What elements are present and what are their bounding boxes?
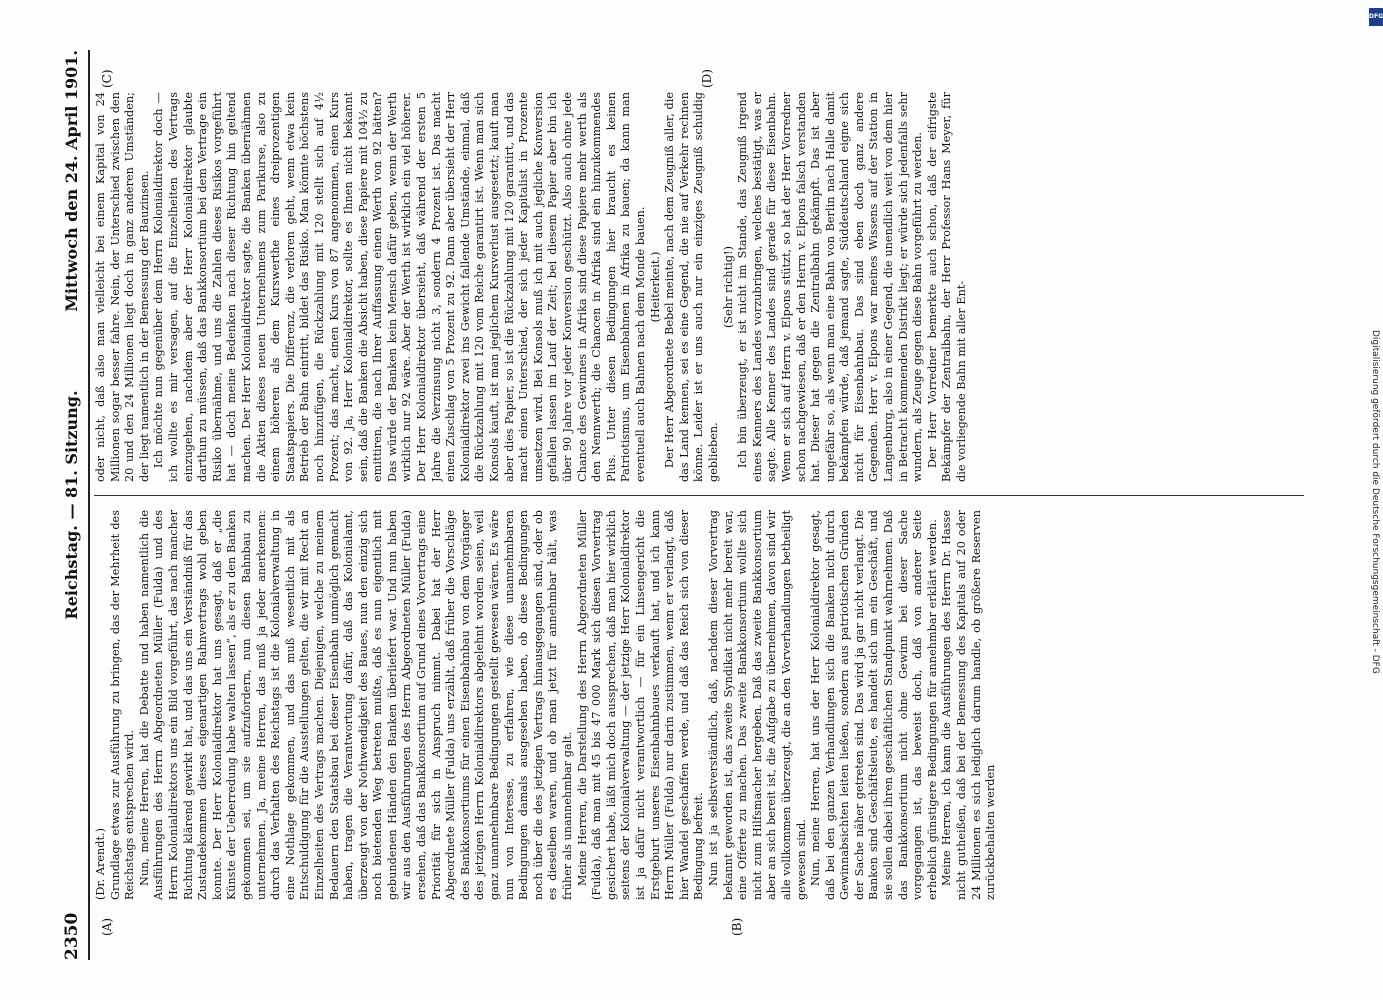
- paragraph: Ich bin überzeugt, er ist nicht im Stande, das Zeugniß irgend eines Kenners des Landes vorzubringen, welches bestätigt, was er sagte. Alle Kenner des Landes sind gerade für diese Eisenbahn. Wenn er sich auf Herrn v. Elpons stützt, so hat der Herr Vorredner schon nachgewiesen, daß er den Herrn v. Elpons falsch verstanden hat. Dieser hat gegen die Zentralbahn gekämpft. Das ist aber ungefähr so, als wenn man eine Bahn von Berlin nach Halle damit bekämpfen würde, daß jemand sagte, Süddeutschland eigne sich nicht für Eisenbahnbau. Das sind eben doch ganz andere Gegenden. Herr v. Elpons war meines Wissens auf der Station in Langenburg, also in einer Gegend, die unendlich weit von dem hier in Betracht kommenden Distrikt liegt; er würde sich jedenfalls sehr wundern, als Zeuge gegen diese Bahn vorgeführt zu werden.: [736, 92, 925, 482]
- interjection: (Heiterkeit.): [648, 251, 662, 323]
- session-date: Mittwoch den 24. April 1901.: [62, 50, 81, 312]
- running-header: [62, 50, 90, 960]
- paragraph: Nun ist ja selbstverständlich, daß, nachdem dieser Vorvertrag bekannt geworden ist, das zweite Syndikat nicht mehr bereit war, eine Offerte zu machen. Das zweite Bankkonsortium wollte sich nicht zum Hilfsmacher hergeben. Daß das zweite Bankkonsortium aber an sich bereit ist, die Aufgabe zu übernehmen, davon sind wir alle vollkommen überzeugt, die an den Vorverhandlungen betheiligt gewesen sind.: [706, 510, 808, 900]
- dfg-badge: DFG: [1369, 8, 1383, 26]
- margin-marker-c: (C): [100, 69, 114, 88]
- right-column: [94, 92, 1304, 482]
- header-rule: [88, 50, 90, 960]
- paragraph: Nun, meine Herren, hat uns der Herr Kolonialdirektor gesagt, daß bei den ganzen Verhandlungen sich die Banken nicht durch Gewinnabsichten leiten ließen, sondern aus patriotischen Gründen der Sache näher getreten sind. Das wird ja gar nicht verlangt. Die Banken sind Geschäftsleute, es handelt sich um ein Geschäft, und sie sollen dabei ihren geschäftlichen Standpunkt wahrnehmen. Daß das Bankkonsortium nicht ohne Gewinn bei dieser Sache vorgegangen ist, das beweist doch, daß von anderer Seite erheblich günstigere Bedingungen für annehmbar erklärt werden.: [809, 510, 939, 900]
- column-divider: [94, 495, 1304, 496]
- speaker-label: (Dr. Arendt.): [94, 827, 107, 900]
- paragraph: Grundlage etwas zur Ausführung zu bringen, das der Mehrheit des Reichstags entsprechen wird.: [108, 510, 137, 900]
- margin-marker-b: (B): [730, 917, 744, 936]
- paragraph: Meine Herren, ich kann die Ausführungen des Herrn Dr. Hasse nicht gutheißen, daß bei der Bemessung des Kapitals auf 20 oder 24 Millionen es sich lediglich darum handle, ob größere Reserven zurückbehalten werden: [940, 510, 998, 900]
- paragraph: Ich möchte nun gegenüber dem Herrn Kolonialdirektor doch — ich wollte es mir versagen, auf die Einzelheiten des Vertrags einzugehen, nachdem aber der Herr Kolonialdirektor glaubte darthun zu müssen, daß das Bankkonsortium bei dem Vertrage ein Risiko übernähme, und uns die Zahlen dieses Risikos vorgeführt hat — doch meine Bedenken nach dieser Richtung hin geltend machen. Der Herr Kolonialdirektor sagte, die Banken übernähmen die Aktien dieses neuen Unternehmens zum Parikurse, also zu einem höheren als dem Kurswerthe eines dreiprozentigen Staatspapiers. Die Differenz, die verloren geht, wenn etwa kein Betrieb der Bahn eintritt, bildet das Risiko. Man könnte höchstens noch hinzufügen, die Rückzahlung mit 120 stellt sich auf 4½ Prozent; das macht, einen Kurs von 87 angenommen, einen Kurs von 92. Ja, Herr Kolonialdirektor, sollte es Ihnen nicht bekannt sein, daß die Banken die Absicht haben, diese Papiere mit 104½ zu emittiren, die nach Ihrer Auffassung einen Werth von 92 hätten? Das würde der Banken kein Mensch dafür geben, wenn der Werth wirklich nur 92 wäre. Aber der Werth ist wirklich ein viel höherer. Der Herr Kolonialdirektor übersieht, daß während der ersten 5 Jahre die Verzinsung nicht 3, sondern 4 Prozent ist. Das macht einen Zuschlag von 5 Prozent zu 92. Dann aber übersieht der Herr Kolonialdirektor zwei ins Gewicht fallende Umstände, einmal, daß die Rückzahlung mit 120 vom Reiche garantirt ist. Wenn man sich Konsols kauft, ist man jeglichem Kursverlust ausgesetzt; kauft man aber dies Papier, so ist die Rückzahlung mit 120 garantirt, und das macht einen Unterschied, der sich jeder Kapitalist in Prozente umsetzen wird. Bei Konsols muß ich mit auch jegliche Konversion gefallen lassen im Lauf der Zeit; bei diesem Papier aber bin ich über 90 Jahre vor jeder Konversion geschützt. Also auch ohne jede Chance des Gewinnes in Afrika sind diese Papiere mehr werth als den Nennwerth; die Chancen in Afrika sind ein hinzukommendes Plus. Unter diesen Bedingungen hier braucht es keinen Patriotismus, um Eisenbahnen in Afrika zu bauen; da kann man eventuell auch Bahnen nach dem Monde bauen.: [152, 92, 647, 482]
- paragraph: Der Herr Abgeordnete Bebel meinte, nach dem Zeugniß aller, die das Land kennen, sei es eine Gegend, die nie auf Verkehr rechnen könne. Leider ist er uns auch nur ein einziges Zeugniß schuldig geblieben.: [663, 92, 720, 482]
- left-column: [94, 510, 1304, 900]
- paragraph: Nun, meine Herren, hat die Debatte und haben namentlich die Ausführungen des Herrn Abgeordneten Müller (Fulda) und des Herrn Kolonialdirektors uns ein Bild vorgeführt, das nach mancher Richtung klärend gewirkt hat, und das uns ein Verständniß für das Zustandekommen dieses eigenartigen Bahnvertrags wohl geben konnte. Der Herr Kolonialdirektor hat uns gesagt, daß er „die Künste der Ueberredung habe walten lassen“, als er zu den Banken gekommen sei, um sie aufzufordern, nun diesen Bahnbau zu unternehmen. Ja, meine Herren, das muß ja jeder anerkennen: durch das Verhalten des Reichstags ist die Kolonialverwaltung in eine Nothlage gekommen, und das muß wesentlich mit als Entschuldigung für die Ausstellungen gelten, die wir mit Recht an Einzelheiten des Vertrags machen. Diejenigen, welche zu meinem Bedauern den Staatsbau bei dieser Eisenbahn unmöglich gemacht haben, tragen die Verantwortung dafür, daß das Kolonialamt, überzeugt von der Nothwendigkeit des Baues, nun den einzig sich noch bietenden Weg betreten mußte, daß es nun eigentlich mit gebundenen Händen den Banken überliefert war. Und nun haben wir aus den Ausführungen des Herrn Abgeordneten Müller (Fulda) ersehen, daß das Bankkonsortium auf Grund eines Vorvertrags eine Priorität für sich in Anspruch nimmt. Dabei hat der Herr Abgeordnete Müller (Fulda) uns erzählt, daß früher die Vorschläge des Bankkonsortiums für einen Eisenbahnbau von dem Vorgänger des jetzigen Herrn Kolonialdirektors abgelehnt worden seien, weil ganz unannehmbare Bedingungen gestellt gewesen wären. Es wäre nun von Interesse, zu erfahren, wie diese unannehmbaren Bedingungen damals ausgesehen haben, ob diese Bedingungen noch über die des jetzigen Vertrags hinausgegangen sind, oder ob es dieselben waren, und ob man jetzt für annehmbar hält, was früher als unannehmbar galt.: [137, 510, 574, 900]
- digitization-credit: Digitalisierung gefördert durch die Deutsche Forschungsgemeinschaft - DFG: [1370, 330, 1380, 674]
- margin-marker-d: (D): [700, 69, 714, 88]
- paragraph: Der Herr Vorredner bemerkte auch schon, daß der eifrigste Bekämpfer der Zentralbahn, der Herr Professor Hans Meyer, für die vorliegende Bahn mit aller Ent-: [925, 92, 969, 482]
- margin-marker-a: (A): [100, 917, 114, 936]
- paragraph: Meine Herren, die Darstellung des Herrn Abgeordneten Müller (Fulda), daß man mit 45 bis 47 000 Mark sich diesen Vorvertrag gesichert habe, läßt mich doch aussprechen, daß man hier wirklich seitens der Kolonialverwaltung — der jetzige Herr Kolonialdirektor ist ja dafür nicht verantwortlich — für ein Linsengericht die Erstgeburt unseres Eisenbahnbaues verkauft hat, und ich kann Herrn Müller (Fulda) nur darin zustimmen, wenn er verlangt, daß hier Wandel geschaffen werde, und daß das Reich sich von dieser Bedingung befreit.: [575, 510, 706, 900]
- session-title: Reichstag. — 81. Sitzung.: [62, 390, 81, 620]
- page-number: 2350: [62, 912, 82, 960]
- paragraph: oder nicht, daß also man vielleicht bei einem Kapital von 24 Millionen sogar besser fahre. Nein, der Unterschied zwischen den 20 und den 24 Millionen liegt doch in ganz anderen Umständen; der liegt namentlich in der Bemessung der Bauzinsen.: [94, 92, 151, 482]
- interjection: (Sehr richtig!): [721, 246, 735, 329]
